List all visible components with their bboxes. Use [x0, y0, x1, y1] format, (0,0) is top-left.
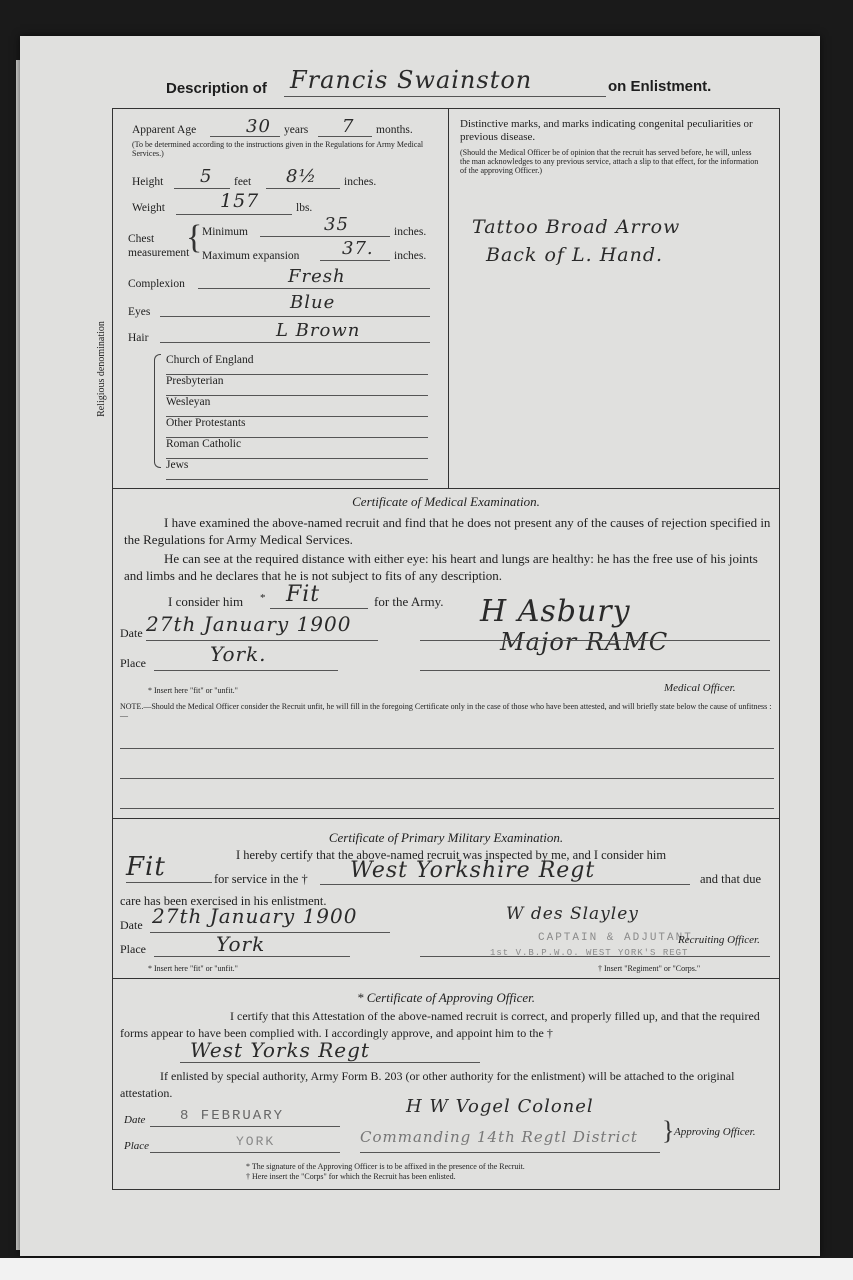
- height-feet: 5: [200, 166, 213, 187]
- military-place-value: York: [216, 932, 266, 956]
- medical-title: Certificate of Medical Examination.: [352, 494, 540, 509]
- approving-officer-label: Approving Officer.: [674, 1126, 756, 1138]
- hair-value: L Brown: [276, 320, 361, 341]
- religion-item: Wesleyan: [166, 396, 428, 417]
- approving-signature-2: Commanding 14th Regtl District: [360, 1128, 638, 1146]
- medical-date-value: 27th January 1900: [146, 612, 352, 636]
- medical-place-label: Place: [120, 656, 146, 670]
- military-fit-value: Fit: [126, 852, 166, 882]
- age-note: (To be determined according to the instructions given in the Regulations for Army Medical Services.): [132, 140, 424, 158]
- approving-date-value: 8 FEBRUARY: [180, 1108, 285, 1124]
- military-regiment: West Yorkshire Regt: [350, 858, 596, 883]
- military-text-3: and that due: [700, 872, 762, 886]
- enlistment-form: [20, 36, 820, 1256]
- military-title: Certificate of Primary Military Examination.: [328, 830, 564, 845]
- military-stamp-2: 1st V.B.P.W.O. WEST YORK'S REGT: [490, 948, 689, 958]
- marks-line-2: Back of L. Hand.: [486, 244, 664, 266]
- years-label: years: [284, 124, 309, 136]
- military-text-1: I hereby certify that the above-named recruit was inspected by me, and I consider him: [236, 848, 667, 862]
- religion-label: Religious denomination: [96, 321, 107, 417]
- hair-label: Hair: [128, 332, 149, 344]
- military-stamp-1: CAPTAIN & ADJUTANT: [538, 932, 693, 944]
- approving-p2: If enlisted by special authority, Army Form B. 203 (or other authority for the enlistment) will be attached to the original attestation.: [120, 1069, 735, 1100]
- medical-fit-value: Fit: [286, 582, 321, 607]
- military-signature: W des Slayley: [506, 904, 639, 924]
- approving-date-label: Date: [124, 1114, 146, 1126]
- approving-foot-2: † Here insert the "Corps" for which the Recruit has been enlisted.: [246, 1172, 456, 1181]
- medical-signature: H Asbury: [480, 594, 631, 629]
- header-prefix: Description of: [166, 80, 267, 97]
- religion-item: Other Protestants: [166, 417, 428, 438]
- eyes-value: Blue: [290, 292, 336, 313]
- religion-item: Presbyterian: [166, 375, 428, 396]
- military-date-value: 27th January 1900: [152, 904, 358, 928]
- medical-date-label: Date: [120, 626, 143, 640]
- age-months: 7: [342, 116, 355, 137]
- chest-min-value: 35: [324, 214, 349, 235]
- weight-label: Weight: [132, 202, 165, 214]
- medical-p1: I have examined the above-named recruit and find that he does not present any of the causes of rejection specified in the Regulations for Army Medical Services.: [124, 515, 771, 547]
- lbs-label: lbs.: [296, 202, 313, 214]
- inches-label: inches.: [344, 176, 377, 188]
- military-officer-label: Recruiting Officer.: [678, 934, 760, 946]
- max-unit: inches.: [394, 250, 427, 262]
- chest-brace: {: [186, 219, 203, 256]
- approving-place-value: YORK: [236, 1134, 276, 1149]
- consider-mark: *: [260, 592, 266, 604]
- min-unit: inches.: [394, 226, 427, 238]
- height-inches: 8½: [286, 166, 317, 187]
- header-suffix: on Enlistment.: [608, 78, 712, 95]
- religion-brace: [154, 354, 161, 468]
- age-years: 30: [246, 116, 271, 137]
- for-army: for the Army.: [374, 594, 444, 609]
- approving-title: * Certificate of Approving Officer.: [356, 990, 535, 1005]
- medical-place-value: York.: [210, 642, 267, 666]
- marks-title: Distinctive marks, and marks indicating congenital peculiarities or previous disease.: [460, 118, 753, 143]
- feet-label: feet: [234, 176, 252, 188]
- military-insert-note-2: † Insert "Regiment" or "Corps.": [598, 964, 701, 973]
- column-divider: [448, 108, 449, 488]
- weight-value: 157: [220, 190, 260, 212]
- marks-note: (Should the Medical Officer be of opinion that the recruit has served before, he will, unless the man acknowledges to any previous service, attach a slip to that effect, for the information of the approving Officer.): [460, 148, 759, 175]
- religion-list: [166, 354, 436, 480]
- marks-line-1: Tattoo Broad Arrow: [472, 216, 681, 238]
- min-label: Minimum: [202, 226, 249, 238]
- age-label: Apparent Age: [132, 124, 197, 136]
- religion-item: Roman Catholic: [166, 438, 428, 459]
- religion-item: Jews: [166, 459, 428, 480]
- height-label: Height: [132, 176, 164, 188]
- approving-signature: H W Vogel Colonel: [406, 1096, 594, 1117]
- complexion-label: Complexion: [128, 278, 185, 290]
- approving-foot-1: * The signature of the Approving Officer is to be affixed in the presence of the Recruit.: [246, 1162, 525, 1171]
- chest-label: Chest measurement: [128, 233, 190, 259]
- medical-officer-label: Medical Officer.: [664, 682, 736, 694]
- eyes-label: Eyes: [128, 306, 151, 318]
- approving-p1: I certify that this Attestation of the above-named recruit is correct, and properly filled up, and that the required forms appear to have been complied with. I accordingly approve, and appoint him to the †: [120, 1009, 760, 1040]
- complexion-value: Fresh: [288, 266, 346, 287]
- medical-p2: He can see at the required distance with either eye: his heart and lungs are healthy: he has the free use of his joints and limbs and he declares that he is not subject to fits of any description.: [124, 551, 758, 583]
- military-insert-note: * Insert here "fit" or "unfit.": [148, 964, 238, 973]
- consider-label: I consider him: [168, 594, 244, 609]
- military-text-4: care has been exercised in his enlistment.: [120, 894, 327, 908]
- approving-place-label: Place: [124, 1140, 150, 1152]
- military-text-2: for service in the †: [214, 872, 308, 886]
- religion-item: Church of England: [166, 354, 428, 375]
- recruit-name: Francis Swainston: [290, 66, 533, 94]
- medical-signature-2: Major RAMC: [500, 628, 669, 656]
- max-label: Maximum expansion: [202, 250, 300, 262]
- months-label: months.: [376, 124, 413, 136]
- medical-note: NOTE.—Should the Medical Officer consider the Recruit unfit, he will fill in the foregoing Certificate only in the case of those who have been attested, and will briefly state below the cause of unfitness :—: [120, 702, 772, 720]
- background-strip: [0, 1258, 853, 1280]
- military-place-label: Place: [120, 942, 146, 956]
- chest-max-value: 37.: [342, 238, 374, 259]
- military-date-label: Date: [120, 918, 143, 932]
- approving-brace: }: [662, 1116, 675, 1145]
- approving-regiment: West Yorks Regt: [190, 1038, 370, 1062]
- medical-insert-note: * Insert here "fit" or "unfit.": [148, 686, 238, 695]
